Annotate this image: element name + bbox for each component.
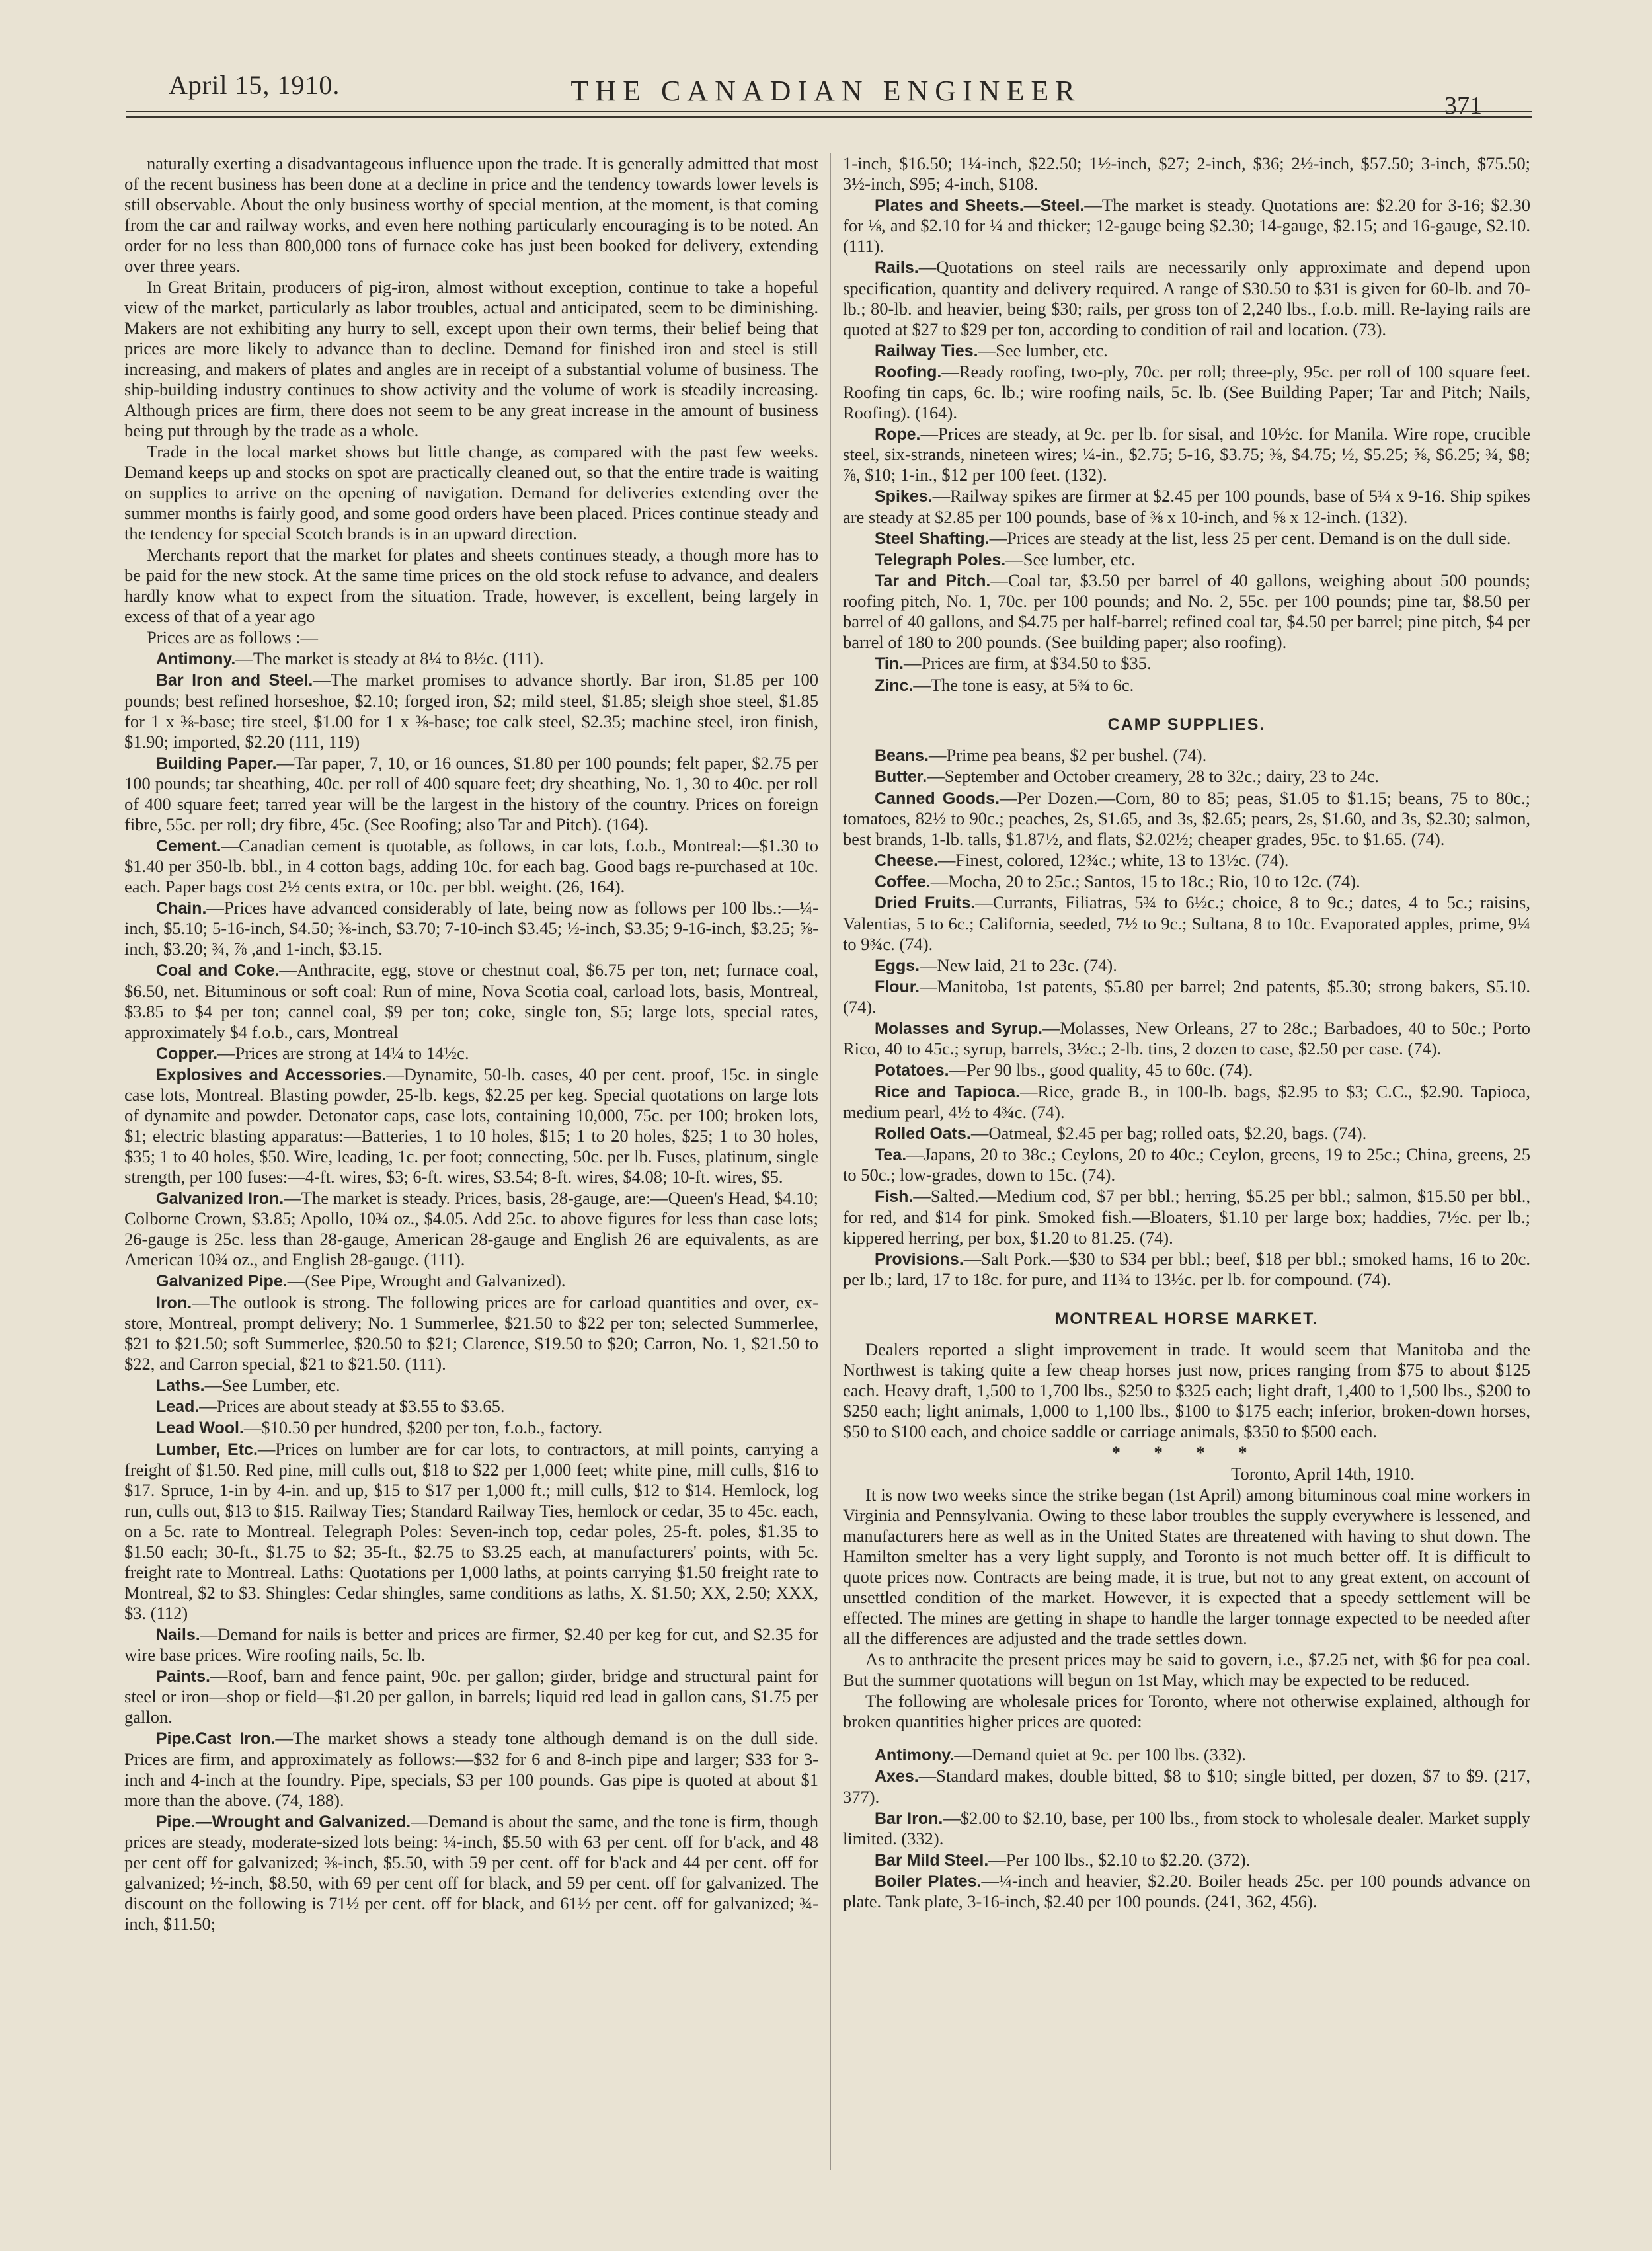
horse-market-text: Dealers reported a slight improvement in trade. It would seem that Manitoba and the Northwest is taking quite a few cheap horses just now, prices ranging from $75 to about $125 each. Heavy draft, 1,500 to 1,700 lbs., $250 to $325 each; light draft, 1,400 to 1,500 lbs., $200 to $250 each; light animals, 1,000 to 1,100 lbs., $100 to $175 each; inferior, broken-down horses, $50 to $100 each, and choice saddle or carriage animals, $350 to $500 each. xyxy=(843,1339,1530,1441)
article-paragraph: Merchants report that the market for plates and sheets continues steady, a though more has to be paid for the new stock. At the same time prices on the old stock refuse to advance, and dealers hardly know what to expect from the situation. Trade, however, is excellent, being largely in excess of that of a year ago xyxy=(124,545,818,626)
entry-heading: Dried Fruits. xyxy=(875,894,976,913)
price-entry xyxy=(843,892,1530,954)
price-entry xyxy=(124,1417,818,1438)
left-column xyxy=(124,153,818,2216)
spacer xyxy=(843,1733,1530,1745)
montreal-price-list xyxy=(124,649,818,1934)
price-entry xyxy=(124,1439,818,1624)
article-paragraph: naturally exerting a disadvantageous influence upon the trade. It is generally admitted that most of the recent business has been done at a decline in price and the tendency towards lower levels is still observable. About the only business worthy of special mention, at the moment, is that coming from the car and railway works, and even here nothing particularly encouraging is to be noted. An order for no less than 800,000 tons of furnace coke has just been booked for delivery, extending over three years. xyxy=(124,153,818,276)
price-entry xyxy=(843,340,1530,361)
entry-text: —Salted.—Medium cod, $7 per bbl.; herring, $5.25 per bbl.; salmon, $15.50 per bbl., for red, and $14 for pink. Smoked fish.—Bloaters, $1.10 per large box; haddies, 7½c. per lb.; kippered herring, per box, $1.20 to 81.25. (74). xyxy=(843,1186,1530,1247)
entry-text: —Rice, grade B., in 100-lb. bags, $2.95 to $3; C.C., $2.90. Tapioca, medium pearl, 4½ to 4¾c. (74). xyxy=(843,1081,1530,1122)
entry-text: —Molasses, New Orleans, 27 to 28c.; Barbadoes, 40 to 50c.; Porto Rico, 40 to 45c.; syrup, barrels, 3½c.; 2-lb. tins, 2 dozen to case, $2.50 per case. (74). xyxy=(843,1018,1530,1059)
montreal-price-list-continued xyxy=(843,195,1530,695)
entry-heading: Canned Goods. xyxy=(875,789,1000,808)
entry-text: —Per 100 lbs., $2.10 to $2.20. (372). xyxy=(988,1849,1251,1870)
entry-heading: Fish. xyxy=(875,1187,914,1206)
entry-text: —Salt Pork.—$30 to $34 per bbl.; beef, $18 per bbl.; smoked hams, 16 to 20c. per lb.; lard, 17 to 18c. for pure, and 11¾ to 13½c. per lb. for compound. (74). xyxy=(843,1248,1530,1289)
entry-text: —¼-inch and heavier, $2.20. Boiler heads 25c. per 100 pounds advance on plate. Tank plate, 3-16-inch, $2.40 per 100 pounds. (241, 362, 456). xyxy=(843,1871,1530,1912)
price-entry xyxy=(843,1808,1530,1849)
article-paragraph: Trade in the local market shows but little change, as compared with the past few weeks. Demand keeps up and stocks on spot are practically cleaned out, so that the entire trade is waiting on supplies to arrive on the opening of navigation. Demand for deliveries extending over the summer months is fairly good, and some good orders have been placed. Prices continue steady and the tendency for special Scotch brands is in an upward direction. xyxy=(124,442,818,543)
entry-text: —Prices are steady, at 9c. per lb. for sisal, and 10½c. for Manila. Wire rope, crucible steel, six-strands, nineteen wires; ¼-in., $2.75; 5-16, $3.75; ⅜, $4.75; ½, $5.25; ⅝, $6.25; ¾, $8; ⅞, $10; 1-in., $12 per 100 feet. (132). xyxy=(843,424,1530,485)
entry-heading: Lead Wool. xyxy=(156,1419,244,1438)
price-entry xyxy=(124,1043,818,1064)
entry-text: —Prices are steady at the list, less 25 per cent. Demand is on the dull side. xyxy=(989,528,1511,548)
price-entry xyxy=(843,528,1530,549)
price-entry xyxy=(843,486,1530,527)
entry-heading: Rolled Oats. xyxy=(875,1124,971,1143)
entry-heading: Rice and Tapioca. xyxy=(875,1082,1020,1101)
entry-heading: Tin. xyxy=(875,654,904,674)
entry-heading: Cement. xyxy=(156,836,221,855)
price-entry xyxy=(124,670,818,752)
entry-heading: Coffee. xyxy=(875,873,931,891)
entry-text: —Dynamite, 50-lb. cases, 40 per cent. proof, 15c. in single case lots, Montreal. Blasting powder, 25-lb. kegs, $2.25 per keg. Special quotations on large lots of dynamite and powder. Detonator caps, case lots, containing 10,000, 75c. per 100; broken lots, $1; electric blasting apparatus:—Batteries, 1 to 10 holes, $15; 1 to 20 holes, $25; 1 to 30 holes, $35; 1 to 40 holes, $50. Wire, leading, 1c. per foot; connecting, 50c. per lb. Fuses, platinum, single strength, per 100 fuses:—4-ft. wires, $3; 6-ft. wires, $3.54; 8-ft. wires, $4.08; 10-ft. wires, $5. xyxy=(124,1064,818,1187)
toronto-price-list xyxy=(843,1745,1530,1912)
left-paragraphs xyxy=(124,153,818,648)
entry-text: —Canadian cement is quotable, as follows, in car lots, f.o.b., Montreal:—$1.30 to $1.40 per 350-lb. bbl., in 4 cotton bags, adding 10c. for each bag. Good bags re-purchased at 10c. each. Paper bags cost 2½ cents extra, or 10c. per bbl. weight. (26, 164). xyxy=(124,835,818,896)
header-rule-thick xyxy=(126,116,1532,118)
entry-heading: Eggs. xyxy=(875,956,920,975)
entry-heading: Paints. xyxy=(156,1667,210,1686)
entry-text: —Finest, colored, 12¾c.; white, 13 to 13½c. (74). xyxy=(937,849,1289,870)
price-entry xyxy=(843,675,1530,695)
article-paragraph: As to anthracite the present prices may be said to govern, i.e., $7.25 net, with $6 for pea coal. But the summer quotations will begun on 1st May, which may be expected to be reduced. xyxy=(843,1649,1530,1690)
price-entry xyxy=(843,653,1530,674)
entry-text: —Manitoba, 1st patents, $5.80 per barrel; 2nd patents, $5.30; strong bakers, $5.10. (74). xyxy=(843,976,1530,1017)
entry-heading: Bar Mild Steel. xyxy=(875,1850,989,1870)
entry-text: —Railway spikes are firmer at $2.45 per 100 pounds, base of 5¼ x 9-16. Ship spikes are steady at $2.85 per 100 pounds, base of ⅜ x 10-inch, and ⅝ x 12-inch. (132). xyxy=(843,486,1530,527)
toronto-dateline: Toronto, April 14th, 1910. xyxy=(1231,1464,1415,1483)
entry-heading: Spikes. xyxy=(875,487,933,506)
entry-heading: Railway Ties. xyxy=(875,341,978,360)
entry-text: —Japans, 20 to 38c.; Ceylons, 20 to 40c.; Ceylon, greens, 19 to 25c.; China, greens, 25 to 50c.; low-grades, down to 15c. (74). xyxy=(843,1144,1530,1185)
article-paragraph: The following are wholesale prices for Toronto, where not otherwise explained, although for broken quantities higher prices are quoted: xyxy=(843,1691,1530,1731)
entry-heading: Boiler Plates. xyxy=(875,1872,982,1891)
entry-text: —The market is steady. Quotations are: $2.20 for 3-16; $2.30 for ⅛, and $2.10 for ¼ and thicker; 12-gauge being $2.30; 14-gauge, $2.15; and 16-gauge, $2.10. (111). xyxy=(843,195,1530,257)
price-entry xyxy=(843,1871,1530,1912)
price-entry xyxy=(843,1850,1530,1870)
entry-heading: Axes. xyxy=(875,1767,919,1786)
entry-text: —Currants, Filiatras, 5¾ to 6½c.; choice, 8 to 9c.; dates, 4 to 5c.; raisins, Valentias, 5 to 6c.; California, seeded, 7½ to 9c.; Sultana, 8 to 10c. Evaporated apples, prime, 9¼ to 9¾c. (74). xyxy=(843,892,1530,954)
entry-text: —Standard makes, double bitted, $8 to $10; single bitted, per dozen, $7 to $9. (217, 377). xyxy=(843,1766,1530,1807)
entry-heading: Roofing. xyxy=(875,362,942,381)
entry-heading: Lead. xyxy=(156,1398,200,1416)
entry-text: —See lumber, etc. xyxy=(978,340,1108,360)
entry-text: —Oatmeal, $2.45 per bag; rolled oats, $2.20, bags. (74). xyxy=(970,1123,1367,1143)
entry-text: —Quotations on steel rails are necessarily only approximate and depend upon specification, quantity and delivery required. A range of $30.50 to $31 is given for 60-lb. and 70-lb.; 80-lb. and heavier, being $30; rails, per gross ton of 2,240 lbs., f.o.b. mill. Re-laying rails are quoted at $27 to $29 per ton, according to condition of rail and location. (73). xyxy=(843,257,1530,339)
publication-title: THE CANADIAN ENGINEER xyxy=(570,75,1082,107)
entry-heading: Pipe.Cast Iron. xyxy=(156,1729,276,1749)
article-paragraph: In Great Britain, producers of pig-iron, almost without exception, continue to take a hopeful view of the market, particularly as labor troubles, actual and anticipated, seem to be diminishing. Makers are not exhibiting any hurry to sell, except upon their own terms, their belief being that prices are more likely to advance than to decline. Demand for finished iron and steel is still increasing, and makers of plates and angles are in receipt of a substantial volume of business. The ship-building industry continues to show activity and the volume of work is steadily increasing. Although prices are firm, there does not seem to be any great increase in the amount of business being put through by the trade as a whole. xyxy=(124,277,818,440)
price-entry xyxy=(124,753,818,835)
price-entry xyxy=(843,850,1530,871)
price-entry xyxy=(843,1144,1530,1185)
issue-date: April 15, 1910. xyxy=(169,70,340,100)
price-entry xyxy=(843,362,1530,423)
entry-heading: Telegraph Poles. xyxy=(875,550,1006,569)
entry-heading: Zinc. xyxy=(875,676,914,695)
price-entry xyxy=(843,976,1530,1017)
entry-text: —The market promises to advance shortly. Bar iron, $1.85 per 100 pounds; best refined horseshoe, $2.10; forged iron, $2; mild steel, $1.85; sleigh shoe steel, $1.85 for 1 x ⅜-base; tire steel, $1.00 for 1 x ⅜-base; toe calk steel, $2.35; machine steel, iron finish, $1.90; imported, $2.20 (111, 119) xyxy=(124,670,818,752)
price-entry xyxy=(843,788,1530,849)
price-entry xyxy=(124,836,818,897)
entry-heading: Nails. xyxy=(156,1625,200,1644)
entry-text: —New laid, 21 to 23c. (74). xyxy=(920,955,1117,975)
entry-text: —Prices are strong at 14¼ to 14½c. xyxy=(217,1043,469,1063)
entry-heading: Explosives and Accessories. xyxy=(156,1065,387,1084)
price-entry xyxy=(124,1271,818,1291)
entry-heading: Rails. xyxy=(875,258,919,278)
entry-text: —Demand quiet at 9c. per 100 lbs. (332). xyxy=(954,1745,1246,1764)
entry-heading: Laths. xyxy=(156,1376,205,1395)
price-entry xyxy=(843,571,1530,652)
page-number: 371 xyxy=(1444,92,1482,120)
entry-text: —See lumber, etc. xyxy=(1005,549,1136,569)
article-paragraph: Prices are as follows :— xyxy=(147,627,319,647)
entry-text: —Per Dozen.—Corn, 80 to 85; peas, $1.05 to $1.15; beans, 75 to 80c.; tomatoes, 82½ to 90c.; peaches, 2s, $1.65, and 3s, $2.65; pears, 2s, $1.60, and 3s, $2.30; salmon, best brands, 1-lb. talls, $1.87½, and flats, $2.02½; cheaper grades, 95c. to $1.65. (74). xyxy=(843,787,1530,849)
entry-text: —September and October creamery, 28 to 32c.; dairy, 23 to 24c. xyxy=(927,766,1380,787)
entry-heading: Tar and Pitch. xyxy=(875,572,991,590)
entry-text: —Roof, barn and fence paint, 90c. per gallon; girder, bridge and structural paint for steel or iron—shop or field—$1.20 per gallon, in barrels; liquid red lead in gallon cans, $1.75 per gallon. xyxy=(124,1666,818,1727)
entry-heading: Potatoes. xyxy=(875,1061,949,1080)
entry-text: —The tone is easy, at 5¾ to 6c. xyxy=(913,674,1134,695)
price-entry xyxy=(124,649,818,669)
price-entry xyxy=(843,1249,1530,1290)
entry-heading: Butter. xyxy=(875,768,927,787)
entry-heading: Iron. xyxy=(156,1293,192,1312)
price-entry xyxy=(124,1624,818,1665)
entry-heading: Provisions. xyxy=(875,1249,964,1269)
toronto-paragraphs xyxy=(843,1485,1530,1732)
price-entry xyxy=(843,955,1530,976)
price-entry xyxy=(843,549,1530,570)
section-stars: * * * * xyxy=(1111,1442,1262,1462)
entry-heading: Rope. xyxy=(875,425,921,444)
entry-heading: Plates and Sheets.—Steel. xyxy=(875,196,1085,215)
entry-heading: Cheese. xyxy=(875,851,938,870)
price-entry xyxy=(124,1728,818,1810)
price-entry xyxy=(124,960,818,1042)
pipe-prices-continued: 1-inch, $16.50; 1¼-inch, $22.50; 1½-inch, $27; 2-inch, $36; 2½-inch, $57.50; 3-inch, $75.50; 3½-inch, $95; 4-inch, $108. xyxy=(843,153,1530,194)
price-entry xyxy=(843,424,1530,485)
price-entry xyxy=(124,1292,818,1374)
entry-text: —Coal tar, $3.50 per barrel of 40 gallons, weighing about 500 pounds; roofing pitch, No. 1, 70c. per 100 pounds; and No. 2, 55c. per 100 pounds; pine tar, $8.50 per barrel of 40 gallons, and $4.75 per half-barrel; refined coal tar, $4.50 per barrel; pine pitch, $4 per barrel of 180 to 200 pounds. (See building paper; also roofing). xyxy=(843,571,1530,652)
entry-text: —Prices are firm, at $34.50 to $35. xyxy=(903,653,1152,674)
entry-text: —Prime pea beans, $2 per bushel. (74). xyxy=(928,745,1207,765)
price-entry xyxy=(843,1018,1530,1059)
price-entry xyxy=(843,766,1530,787)
price-entry xyxy=(843,1745,1530,1765)
price-entry xyxy=(124,1375,818,1396)
price-entry xyxy=(843,1123,1530,1144)
header-rule-thin xyxy=(126,111,1532,112)
horse-market-heading: MONTREAL HORSE MARKET. xyxy=(1054,1309,1319,1328)
price-entry xyxy=(843,257,1530,339)
entry-heading: Bar Iron. xyxy=(875,1809,943,1828)
entry-text: —See Lumber, etc. xyxy=(204,1374,340,1395)
entry-text: —Demand is about the same, and the tone is firm, though prices are steady, moderate-sized lots being: ¼-inch, $5.50 with 63 per cent. off for b'ack, and 48 per cent off for galvanized; ⅜-inch, $5.50, with 59 per cent. off for b'ack and 44 per cent. off for galvanized; ½-inch, $8.50, with 69 per cent off for black, and 59 per cent. off for galvanized. The discount on the following is 71½ per cent. off for black, and 61½ per cent. off for galvanized; ¾-inch, $11.50; xyxy=(124,1811,818,1934)
entry-text: —Anthracite, egg, stove or chestnut coal, $6.75 per ton, net; furnace coal, $6.50, net. Bituminous or soft coal: Run of mine, Nova Scotia coal, carload lots, basis, Montreal, $3.85 to $4 per ton; cannel coal, $9 per ton; coke, single ton, $5; large lots, special rates, approximately $4 f.o.b., cars, Montreal xyxy=(124,960,818,1042)
entry-text: —Tar paper, 7, 10, or 16 ounces, $1.80 per 100 pounds; felt paper, $2.75 per 100 pounds; tar sheathing, 40c. per roll of 400 square feet; dry sheathing, No. 1, 30 to 40c. per roll of 400 square feet; tarred year will be the largest in the history of the country. Prices on foreign fibre, 55c. per roll; dry fibre, 45c. (See Roofing; also Tar and Pitch). (164). xyxy=(124,752,818,834)
entry-text: —The outlook is strong. The following prices are for carload quantities and over, ex-store, Montreal, prompt delivery; No. 1 Summerlee, $21.50 to $22 per ton; selected Summerlee, $21 to $21.50; soft Summerlee, $20.50 to $21; Clarence, $19.50 to $20; Carron, No. 1, $21.50 to $22, and Carron special, $21 to $21.50. (111). xyxy=(124,1292,818,1374)
price-entry xyxy=(843,1766,1530,1807)
entry-text: —Mocha, 20 to 25c.; Santos, 15 to 18c.; Rio, 10 to 12c. (74). xyxy=(930,871,1360,891)
entry-heading: Tea. xyxy=(875,1146,907,1164)
price-entry xyxy=(124,1666,818,1727)
article-paragraph: It is now two weeks since the strike began (1st April) among bituminous coal mine workers in Virginia and Pennsylvania. Owing to these labor troubles the supply everywhere is lessened, and manufacturers here as well as in the United States are threatened with having to shut down. The Hamilton smelter has a very light supply, and Toronto is not much better off. It is difficult to quote prices now. Contracts are being made, it is true, but not to any great extent, on account of unsettled condition of the market. However, it is expected that a speedy settlement will be effected. The mines are getting in shape to handle the larger tonnage expected to be needed after all the differences are adjusted and the trade settles down. xyxy=(843,1485,1530,1648)
entry-text: —Prices on lumber are for car lots, to contractors, at mill points, carrying a freight of $1.50. Red pine, mill culls out, $18 to $22 per 1,000 feet; white pine, mill culls, $16 to $17. Spruce, 1-in by 4-in. and up, $15 to $17 per 1,000 ft.; mill culls, $12 to $14. Hemlock, log run, culls out, $13 to $15. Railway Ties; Standard Railway Ties, hemlock or cedar, 35 to 45c. each, on a 5c. rate to Montreal. Telegraph Poles: Seven-inch top, cedar poles, 25-ft. poles, $1.35 to $1.50 each; 30-ft., $1.75 to $2; 35-ft., $2.75 to $3.25 each, at manufacturers' points, with 5c. freight rate to Montreal. Laths: Quotations per 1,000 laths, at points carrying $1.50 freight rate to Montreal, $2 to $3. Shingles: Cedar shingles, same conditions as laths, X. $1.50; XX, 2.50; XXX, $3. (112) xyxy=(124,1439,818,1623)
entry-heading: Coal and Coke. xyxy=(156,961,280,980)
price-entry xyxy=(843,195,1530,257)
price-entry xyxy=(124,1811,818,1934)
price-entry xyxy=(124,1396,818,1417)
price-entry xyxy=(843,1186,1530,1247)
price-entry xyxy=(124,1064,818,1187)
entry-heading: Bar Iron and Steel. xyxy=(156,671,313,690)
price-entry xyxy=(843,1060,1530,1080)
price-entry xyxy=(843,1082,1530,1123)
entry-text: —Per 90 lbs., good quality, 45 to 60c. (74). xyxy=(949,1060,1253,1080)
entry-text: —(See Pipe, Wrought and Galvanized). xyxy=(287,1271,566,1291)
entry-heading: Beans. xyxy=(875,746,929,765)
entry-text: —$10.50 per hundred, $200 per ton, f.o.b., factory. xyxy=(243,1417,603,1438)
entry-heading: Lumber, Etc. xyxy=(156,1440,258,1459)
entry-heading: Antimony. xyxy=(156,650,236,668)
entry-text: —Prices are about steady at $3.55 to $3.65. xyxy=(199,1396,505,1416)
entry-text: —$2.00 to $2.10, base, per 100 lbs., from stock to wholesale dealer. Market supply limited. (332). xyxy=(843,1807,1530,1848)
entry-text: —The market is steady at 8¼ to 8½c. (111). xyxy=(235,649,544,668)
entry-heading: Galvanized Pipe. xyxy=(156,1272,288,1291)
entry-heading: Copper. xyxy=(156,1044,218,1063)
entry-heading: Antimony. xyxy=(875,1746,955,1764)
entry-text: —The market is steady. Prices, basis, 28-gauge, are:—Queen's Head, $4.10; Colborne Crown, $3.85; Apollo, 10¾ oz., $4.05. Add 25c. to above figures for less than case lots; 26-gauge is 25c. less than 28-gauge, American 28-gauge and English 26 are equivalents, as are American 10¾ oz., and English 28-gauge. (111). xyxy=(124,1188,818,1270)
entry-text: —Prices have advanced considerably of late, being now as follows per 100 lbs.:—¼-inch, $5.10; 5-16-inch, $4.50; ⅜-inch, $3.70; 7-10-inch $3.45; ½-inch, $3.35; 9-16-inch, $3.25; ⅝-inch, $3.20; ¾, ⅞ ,and 1-inch, $3.15. xyxy=(124,898,818,959)
price-entry xyxy=(843,745,1530,766)
entry-heading: Pipe.—Wrought and Galvanized. xyxy=(156,1812,411,1831)
price-entry xyxy=(124,898,818,959)
entry-heading: Steel Shafting. xyxy=(875,529,990,548)
price-entry xyxy=(124,1188,818,1270)
entry-text: —The market shows a steady tone although demand is on the dull side. Prices are firm, and approximately as follows:—$32 for 6 and 8-inch pipe and larger; $33 for 3-inch and 4-inch at the foundry. Pipe, specials, $3 per 100 pounds. Gas pipe is quoted at about $1 more than the above. (74, 188). xyxy=(124,1728,818,1810)
entry-text: —Ready roofing, two-ply, 70c. per roll; three-ply, 95c. per roll of 100 square feet. Roofing tin caps, 6c. lb.; wire roofing nails, 5c. lb. (See Building Paper; Tar and Pitch; Nails, Roofing). (164). xyxy=(843,361,1530,422)
entry-heading: Galvanized Iron. xyxy=(156,1189,284,1208)
camp-supplies-list xyxy=(843,745,1530,1290)
price-entry xyxy=(843,871,1530,892)
entry-text: —Demand for nails is better and prices are firmer, $2.40 per keg for cut, and $2.35 for wire base prices. Wire roofing nails, 5c. lb. xyxy=(124,1624,818,1665)
right-column xyxy=(843,153,1530,2216)
entry-heading: Chain. xyxy=(156,899,207,918)
entry-heading: Flour. xyxy=(875,977,920,996)
column-divider xyxy=(830,153,831,2170)
entry-heading: Building Paper. xyxy=(156,754,277,773)
camp-supplies-heading: CAMP SUPPLIES. xyxy=(1107,715,1266,734)
entry-heading: Molasses and Syrup. xyxy=(875,1019,1042,1038)
